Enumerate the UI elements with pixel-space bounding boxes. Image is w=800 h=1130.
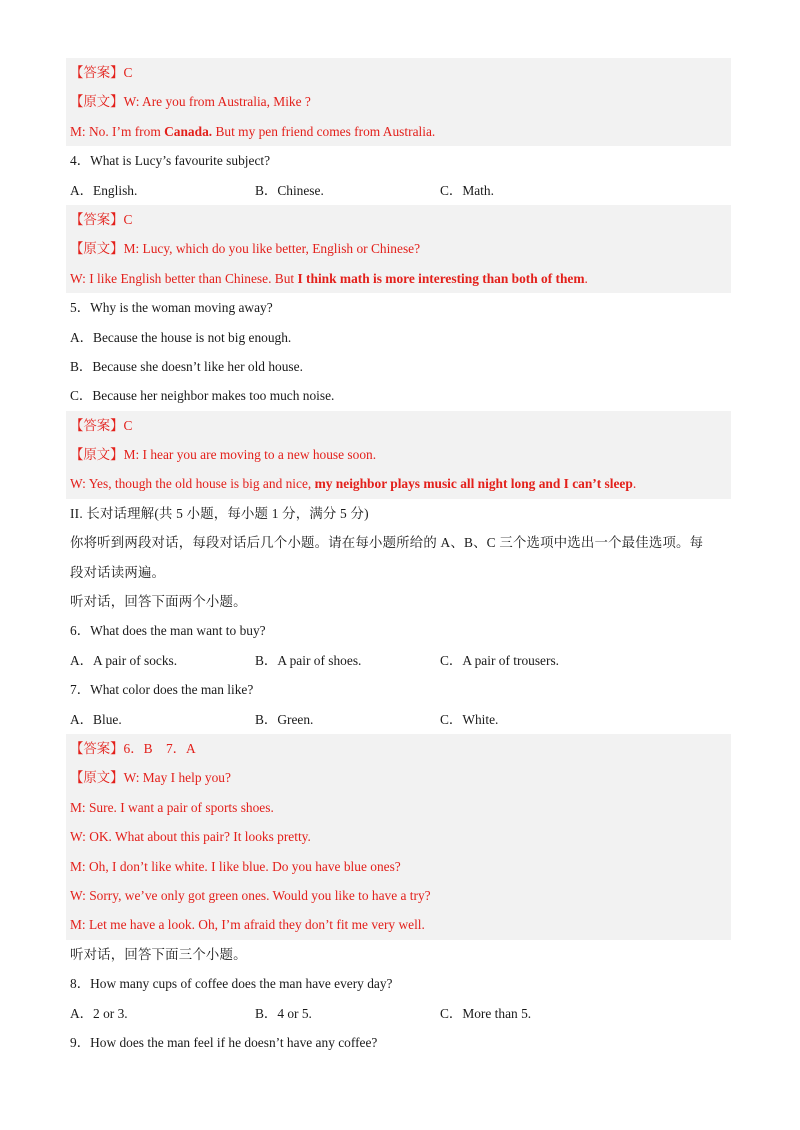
answer-line: 【答案】6．B 7．A [70, 740, 196, 756]
transcript-line [66, 469, 731, 498]
transcript-text: M: I hear you are moving to a new house soon. [123, 447, 377, 463]
option-c: C．More than 5. [440, 1005, 532, 1021]
option-b: B．A pair of shoes. [255, 652, 362, 668]
option-b: B．Chinese. [255, 182, 324, 198]
option-a: A．A pair of socks. [70, 652, 178, 668]
option-a: A．Because the house is not big enough. [70, 329, 292, 345]
transcript-text: W: Are you from Australia, Mike ? [123, 94, 311, 110]
transcript-line [66, 87, 731, 116]
question-4: 4．What is Lucy’s favourite subject? [70, 153, 271, 169]
option-c: C．Because her neighbor makes too much noise. [70, 388, 335, 404]
answer-line: 【答案】C [70, 65, 133, 80]
answer-block-4 [66, 205, 731, 293]
transcript-line [66, 763, 731, 792]
option-c: C．Math. [440, 182, 494, 198]
dialog-intro: 听对话，回答下面三个小题。 [70, 946, 247, 962]
key-phrase: Canada. [164, 123, 213, 139]
answer-block-5 [66, 411, 731, 499]
dialog-intro: 听对话，回答下面两个小题。 [70, 594, 247, 610]
transcript-text: W: May I help you? [123, 770, 231, 786]
options-8 [66, 999, 731, 1028]
options-7 [66, 705, 731, 734]
instruction-text: 段对话读两遍。 [70, 564, 166, 580]
transcript-line: M: Oh, I don’t like white. I like blue. Do you have blue ones? [70, 858, 401, 874]
transcript-line: M: Let me have a look. Oh, I’m afraid they don’t fit me very well. [70, 917, 425, 933]
answer-block-6-7 [66, 734, 731, 940]
key-phrase: I think math is more interesting than both of them [297, 270, 585, 286]
question-9: 9．How does the man feel if he doesn’t have any coffee? [70, 1034, 378, 1050]
answer-line: 【答案】C [70, 211, 133, 227]
answer-line: 【答案】C [70, 417, 133, 433]
transcript-label: 【原文】 [70, 447, 124, 463]
transcript-line [66, 234, 731, 263]
option-b: B．Because she doesn’t like her old house. [70, 358, 303, 374]
transcript-text: . [584, 270, 588, 286]
option-a: A．English. [70, 182, 138, 198]
transcript-text: M: No. I’m from [70, 123, 165, 139]
question-6: 6．What does the man want to buy? [70, 623, 266, 639]
options-4 [66, 176, 731, 205]
key-phrase: my neighbor plays music all night long and I can’t sleep [314, 476, 633, 492]
question-7: 7．What color does the man like? [70, 682, 254, 698]
transcript-line [66, 440, 731, 469]
transcript-text: . [632, 476, 637, 492]
option-b: B．4 or 5. [255, 1005, 312, 1021]
options-6 [66, 646, 731, 675]
option-c: C．White. [440, 711, 499, 727]
transcript-line: W: Sorry, we’ve only got green ones. Would you like to have a try? [70, 887, 431, 903]
question-5: 5．Why is the woman moving away? [70, 300, 273, 316]
document-page [66, 58, 731, 1057]
transcript-label: 【原文】 [70, 770, 124, 786]
transcript-text: But my pen friend comes from Australia. [212, 123, 436, 139]
transcript-line [66, 117, 731, 146]
option-c: C．A pair of trousers. [440, 652, 560, 668]
transcript-label: 【原文】 [70, 241, 124, 257]
instruction-text: 你将听到两段对话，每段对话后几个小题。请在每小题所给的 A、B、C 三个选项中选出一个最佳选项。每 [70, 535, 704, 551]
transcript-line: W: OK. What about this pair? It looks pretty. [70, 829, 311, 845]
transcript-text: W: Yes, though the old house is big and nice, [70, 476, 315, 492]
option-b: B．Green. [255, 711, 314, 727]
transcript-label: 【原文】 [70, 94, 124, 110]
transcript-text: W: I like English better than Chinese. But [70, 270, 298, 286]
transcript-line [66, 264, 731, 293]
transcript-text: M: Lucy, which do you like better, English or Chinese? [123, 241, 421, 257]
section-heading: II. 长对话理解(共 5 小题，每小题 1 分，满分 5 分) [70, 505, 369, 521]
transcript-line: M: Sure. I want a pair of sports shoes. [70, 799, 274, 815]
answer-block-3 [66, 58, 731, 146]
option-a: A．2 or 3. [70, 1005, 128, 1021]
question-8: 8．How many cups of coffee does the man have every day? [70, 976, 393, 992]
option-a: A．Blue. [70, 711, 122, 727]
